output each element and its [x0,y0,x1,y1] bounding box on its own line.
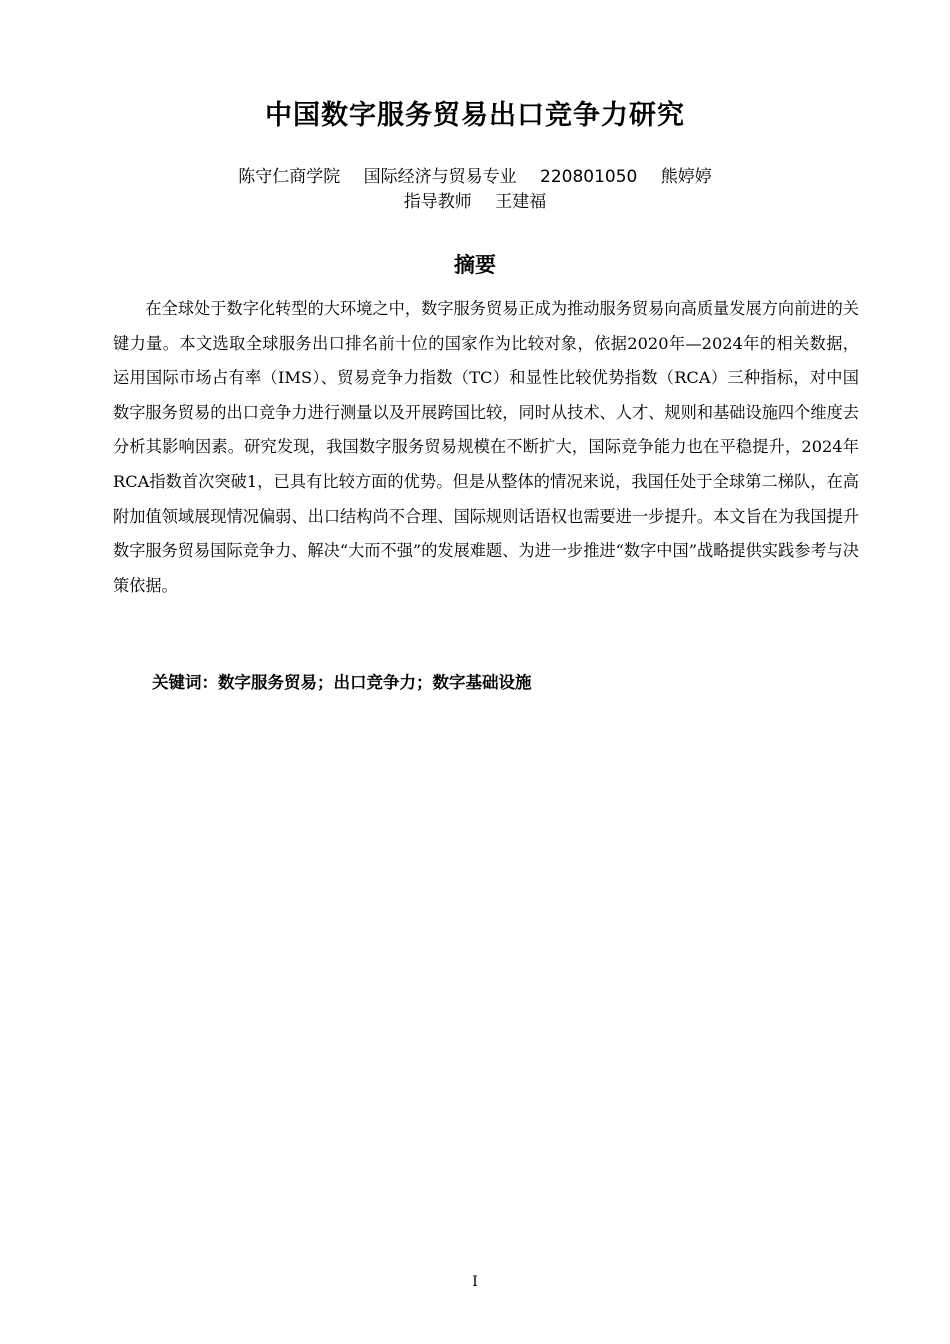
major-name: 国际经济与贸易专业 [363,167,517,187]
college-name: 陈守仁商学院 [238,167,341,187]
page-number: I [472,1274,478,1290]
advisor-label: 指导教师 [403,192,472,212]
keywords-line: 关键词：数字服务贸易；出口竞争力；数字基础设施 [152,673,532,692]
author-name: 熊婷婷 [660,167,712,187]
advisor-info-line [0,190,950,214]
abstract-heading: 摘要 [454,253,496,277]
paper-title: 中国数字服务贸易出口竞争力研究 [265,100,685,131]
advisor-name: 王建福 [495,192,547,212]
student-id: 220801050 [540,167,638,187]
abstract-body: 在全球处于数字化转型的大环境之中，数字服务贸易正成为推动服务贸易向高质量发展方向前进的关键力量。本文选取全球服务出口排名前十位的国家作为比较对象，依据2020年—2024年的相关数据，运用国际市场占有率（IMS）、贸易竞争力指数（TC）和显性比较优势指数（RCA）三种指标，对中国数字服务贸易的出口竞争力进行测量以及开展跨国比较，同时从技术、人才、规则和基础设施四个维度去分析其影响因素。研究发现，我国数字服务贸易规模在不断扩大，国际竞争能力也在平稳提升，2024年RCA指数首次突破1，已具有比较方面的优势。但是从整体的情况来说，我国任处于全球第二梯队，在高附加值领域展现情况偏弱、出口结构尚不合理、国际规则话语权也需要进一步提升。本文旨在为我国提升数字服务贸易国际竞争力、解决“大而不强”的发展难题、为进一步推进“数字中国”战略提供实践参考与决策依据。 [113,299,859,595]
author-info-line [0,165,950,189]
